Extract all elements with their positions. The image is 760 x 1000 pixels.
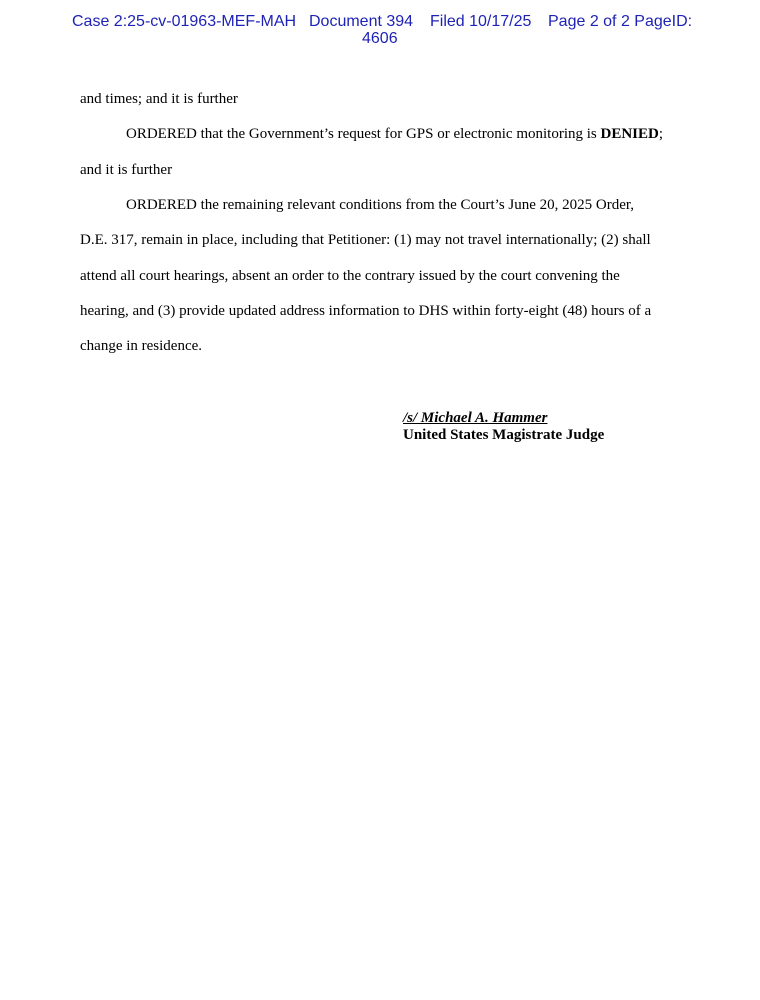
judge-title: United States Magistrate Judge	[403, 427, 605, 443]
ecf-header	[0, 10, 760, 50]
denied-text: DENIED	[600, 126, 659, 142]
body-line-4: ORDERED the remaining relevant conditions from the Court’s June 20, 2025 Order,	[126, 197, 635, 213]
body-line-5: D.E. 317, remain in place, including that Petitioner: (1) may not travel internationally; (2) shall	[80, 232, 651, 248]
page-id: 4606	[362, 30, 398, 47]
body-line-7: hearing, and (3) provide updated address information to DHS within forty-eight (48) hours of a	[80, 303, 652, 319]
body-line-1: and times; and it is further	[80, 91, 238, 107]
signature-name: /s/ Michael A. Hammer	[403, 410, 548, 426]
gps-request-text: ORDERED that the Government’s request for GPS or electronic monitoring is	[126, 126, 601, 142]
signature-block	[403, 410, 604, 444]
body-line-2	[126, 126, 663, 143]
judge-signature	[403, 410, 604, 427]
semicolon-text: ;	[658, 126, 664, 142]
document-number: Document 394	[309, 13, 414, 30]
body-line-6: attend all court hearings, absent an order to the contrary issued by the court convening the	[80, 268, 620, 284]
case-number: Case 2:25-cv-01963-MEF-MAH	[72, 13, 297, 30]
body-line-3: and it is further	[80, 162, 173, 178]
body-line-8: change in residence.	[80, 338, 203, 354]
filed-date: Filed 10/17/25	[430, 13, 532, 30]
page-count: Page 2 of 2 PageID:	[548, 13, 693, 30]
